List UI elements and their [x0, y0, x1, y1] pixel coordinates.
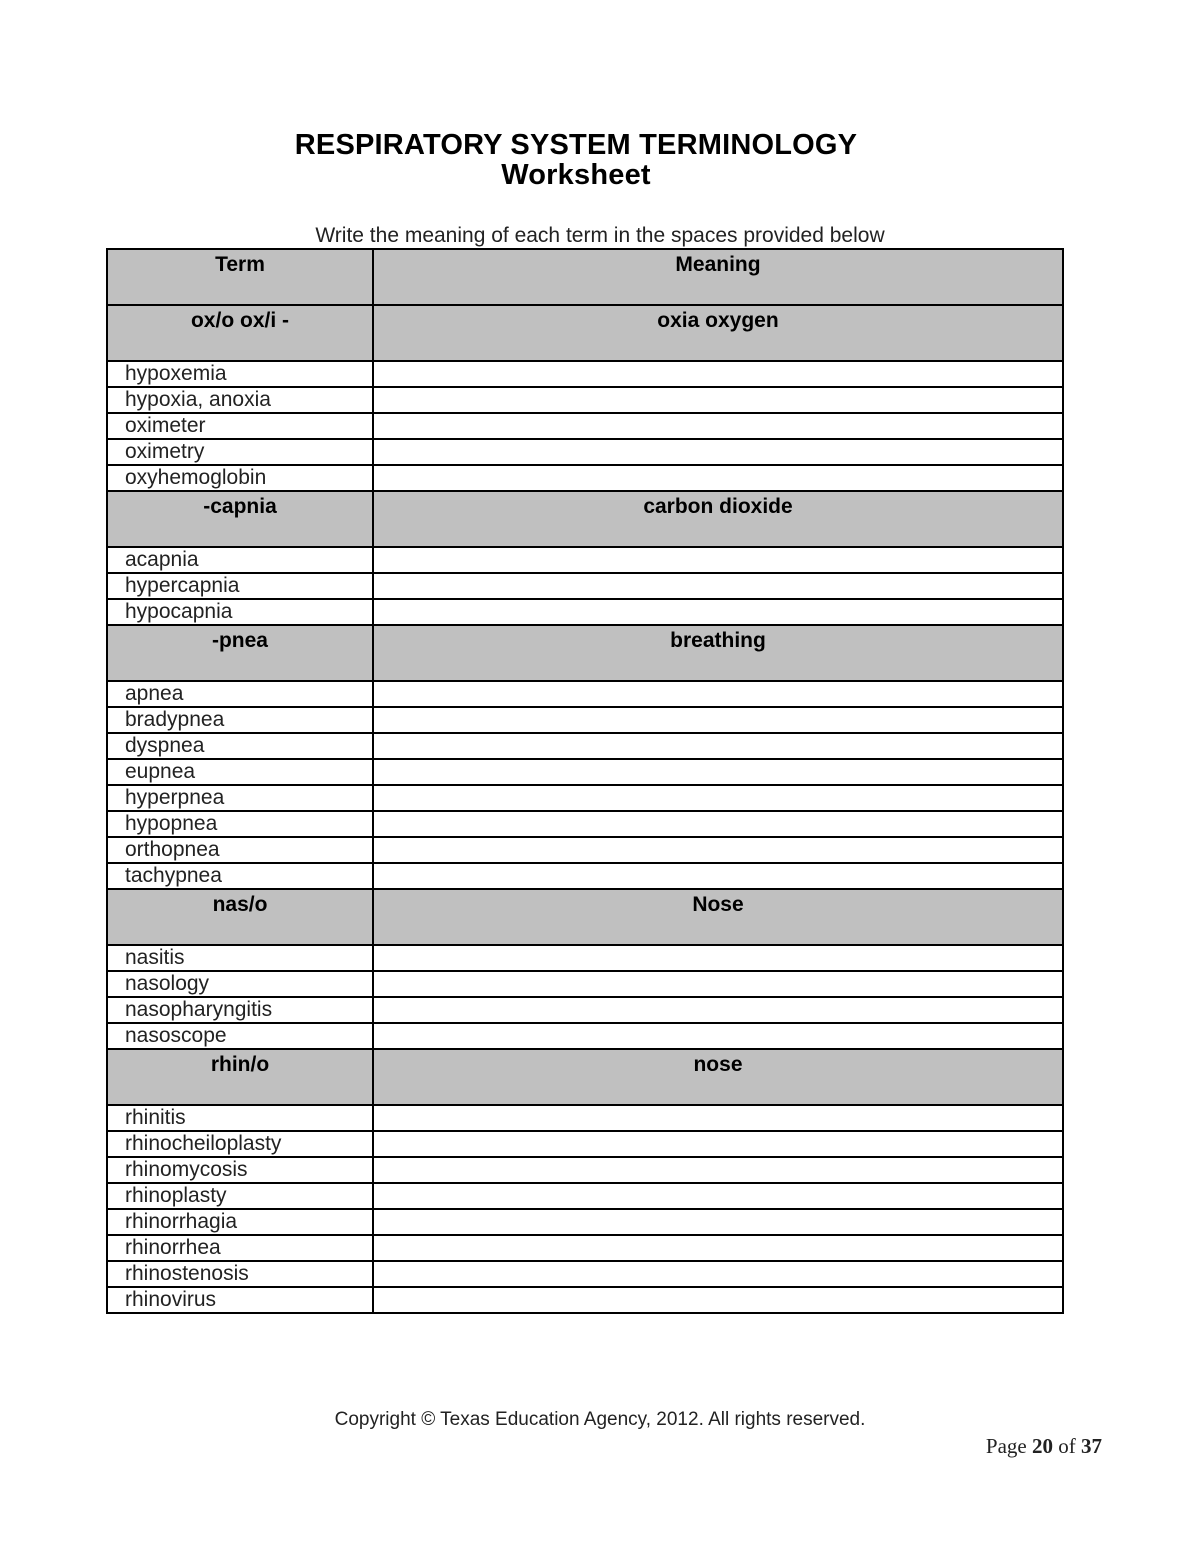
term-cell: hyperpnea — [107, 785, 373, 811]
meaning-answer-cell[interactable] — [373, 811, 1063, 837]
term-row — [107, 1183, 1063, 1209]
copyright-notice: Copyright © Texas Education Agency, 2012. All rights reserved. — [334, 1409, 866, 1430]
term-cell: nasopharyngitis — [107, 997, 373, 1023]
meaning-answer-cell[interactable] — [373, 1105, 1063, 1131]
term-row — [107, 681, 1063, 707]
root-meaning-cell: breathing — [373, 625, 1063, 681]
term-row — [107, 1209, 1063, 1235]
word-root-cell: rhin/o — [107, 1049, 373, 1105]
meaning-answer-cell[interactable] — [373, 361, 1063, 387]
meaning-answer-cell[interactable] — [373, 413, 1063, 439]
term-cell: bradypnea — [107, 707, 373, 733]
term-row — [107, 413, 1063, 439]
term-row — [107, 837, 1063, 863]
term-row — [107, 1287, 1063, 1313]
page-total: 37 — [1081, 1434, 1102, 1458]
meaning-answer-cell[interactable] — [373, 439, 1063, 465]
term-row — [107, 465, 1063, 491]
term-row — [107, 1157, 1063, 1183]
term-cell: rhinostenosis — [107, 1261, 373, 1287]
term-row — [107, 997, 1063, 1023]
word-root-cell: -pnea — [107, 625, 373, 681]
term-row — [107, 387, 1063, 413]
term-row — [107, 863, 1063, 889]
group-header-row — [107, 305, 1063, 361]
term-cell: rhinoplasty — [107, 1183, 373, 1209]
term-row — [107, 945, 1063, 971]
term-row — [107, 785, 1063, 811]
term-cell: rhinomycosis — [107, 1157, 373, 1183]
meaning-answer-cell[interactable] — [373, 1287, 1063, 1313]
term-row — [107, 1023, 1063, 1049]
page-prefix: Page — [985, 1434, 1027, 1458]
terminology-table — [106, 248, 1064, 1314]
meaning-answer-cell[interactable] — [373, 547, 1063, 573]
worksheet-title: RESPIRATORY SYSTEM TERMINOLOGY — [294, 129, 858, 161]
meaning-answer-cell[interactable] — [373, 945, 1063, 971]
meaning-answer-cell[interactable] — [373, 759, 1063, 785]
term-cell: hypoxemia — [107, 361, 373, 387]
term-column-header: Term — [107, 249, 373, 305]
term-row — [107, 1105, 1063, 1131]
term-cell: oxyhemoglobin — [107, 465, 373, 491]
page-number — [986, 1434, 1102, 1458]
table-header-row — [107, 249, 1063, 305]
term-cell: dyspnea — [107, 733, 373, 759]
term-cell: rhinovirus — [107, 1287, 373, 1313]
term-cell: rhinorrhea — [107, 1235, 373, 1261]
term-cell: tachypnea — [107, 863, 373, 889]
term-row — [107, 811, 1063, 837]
meaning-answer-cell[interactable] — [373, 573, 1063, 599]
term-row — [107, 707, 1063, 733]
term-cell: oximetry — [107, 439, 373, 465]
meaning-answer-cell[interactable] — [373, 733, 1063, 759]
term-cell: acapnia — [107, 547, 373, 573]
term-cell: hypercapnia — [107, 573, 373, 599]
meaning-answer-cell[interactable] — [373, 1261, 1063, 1287]
term-cell: oximeter — [107, 413, 373, 439]
group-header-row — [107, 889, 1063, 945]
meaning-answer-cell[interactable] — [373, 863, 1063, 889]
meaning-answer-cell[interactable] — [373, 1183, 1063, 1209]
meaning-answer-cell[interactable] — [373, 1157, 1063, 1183]
meaning-answer-cell[interactable] — [373, 1131, 1063, 1157]
term-row — [107, 1261, 1063, 1287]
term-row — [107, 547, 1063, 573]
worksheet-subtitle: Worksheet — [501, 159, 651, 191]
group-header-row — [107, 491, 1063, 547]
term-row — [107, 971, 1063, 997]
meaning-answer-cell[interactable] — [373, 465, 1063, 491]
root-meaning-cell: carbon dioxide — [373, 491, 1063, 547]
term-cell: hypocapnia — [107, 599, 373, 625]
word-root-cell: nas/o — [107, 889, 373, 945]
term-cell: nasitis — [107, 945, 373, 971]
term-row — [107, 1131, 1063, 1157]
term-cell: rhinorrhagia — [107, 1209, 373, 1235]
term-row — [107, 439, 1063, 465]
term-cell: nasology — [107, 971, 373, 997]
term-cell: apnea — [107, 681, 373, 707]
meaning-answer-cell[interactable] — [373, 837, 1063, 863]
group-header-row — [107, 625, 1063, 681]
term-row — [107, 759, 1063, 785]
instructions-text: Write the meaning of each term in the spaces provided below — [315, 224, 885, 247]
root-meaning-cell: Nose — [373, 889, 1063, 945]
meaning-answer-cell[interactable] — [373, 387, 1063, 413]
root-meaning-cell: nose — [373, 1049, 1063, 1105]
term-cell: rhinitis — [107, 1105, 373, 1131]
term-cell: nasoscope — [107, 1023, 373, 1049]
group-header-row — [107, 1049, 1063, 1105]
meaning-answer-cell[interactable] — [373, 1023, 1063, 1049]
meaning-answer-cell[interactable] — [373, 1209, 1063, 1235]
meaning-answer-cell[interactable] — [373, 707, 1063, 733]
meaning-answer-cell[interactable] — [373, 785, 1063, 811]
term-row — [107, 1235, 1063, 1261]
page-of: of — [1058, 1434, 1076, 1458]
meaning-answer-cell[interactable] — [373, 971, 1063, 997]
terminology-table-body — [107, 249, 1063, 1313]
term-row — [107, 599, 1063, 625]
term-cell: eupnea — [107, 759, 373, 785]
term-cell: rhinocheiloplasty — [107, 1131, 373, 1157]
root-meaning-cell: oxia oxygen — [373, 305, 1063, 361]
term-cell: hypopnea — [107, 811, 373, 837]
meaning-answer-cell[interactable] — [373, 599, 1063, 625]
meaning-answer-cell[interactable] — [373, 1235, 1063, 1261]
word-root-cell: -capnia — [107, 491, 373, 547]
page-current: 20 — [1032, 1434, 1053, 1458]
word-root-cell: ox/o ox/i - — [107, 305, 373, 361]
meaning-answer-cell[interactable] — [373, 997, 1063, 1023]
term-row — [107, 733, 1063, 759]
term-row — [107, 361, 1063, 387]
term-row — [107, 573, 1063, 599]
meaning-answer-cell[interactable] — [373, 681, 1063, 707]
term-cell: hypoxia, anoxia — [107, 387, 373, 413]
meaning-column-header: Meaning — [373, 249, 1063, 305]
term-cell: orthopnea — [107, 837, 373, 863]
